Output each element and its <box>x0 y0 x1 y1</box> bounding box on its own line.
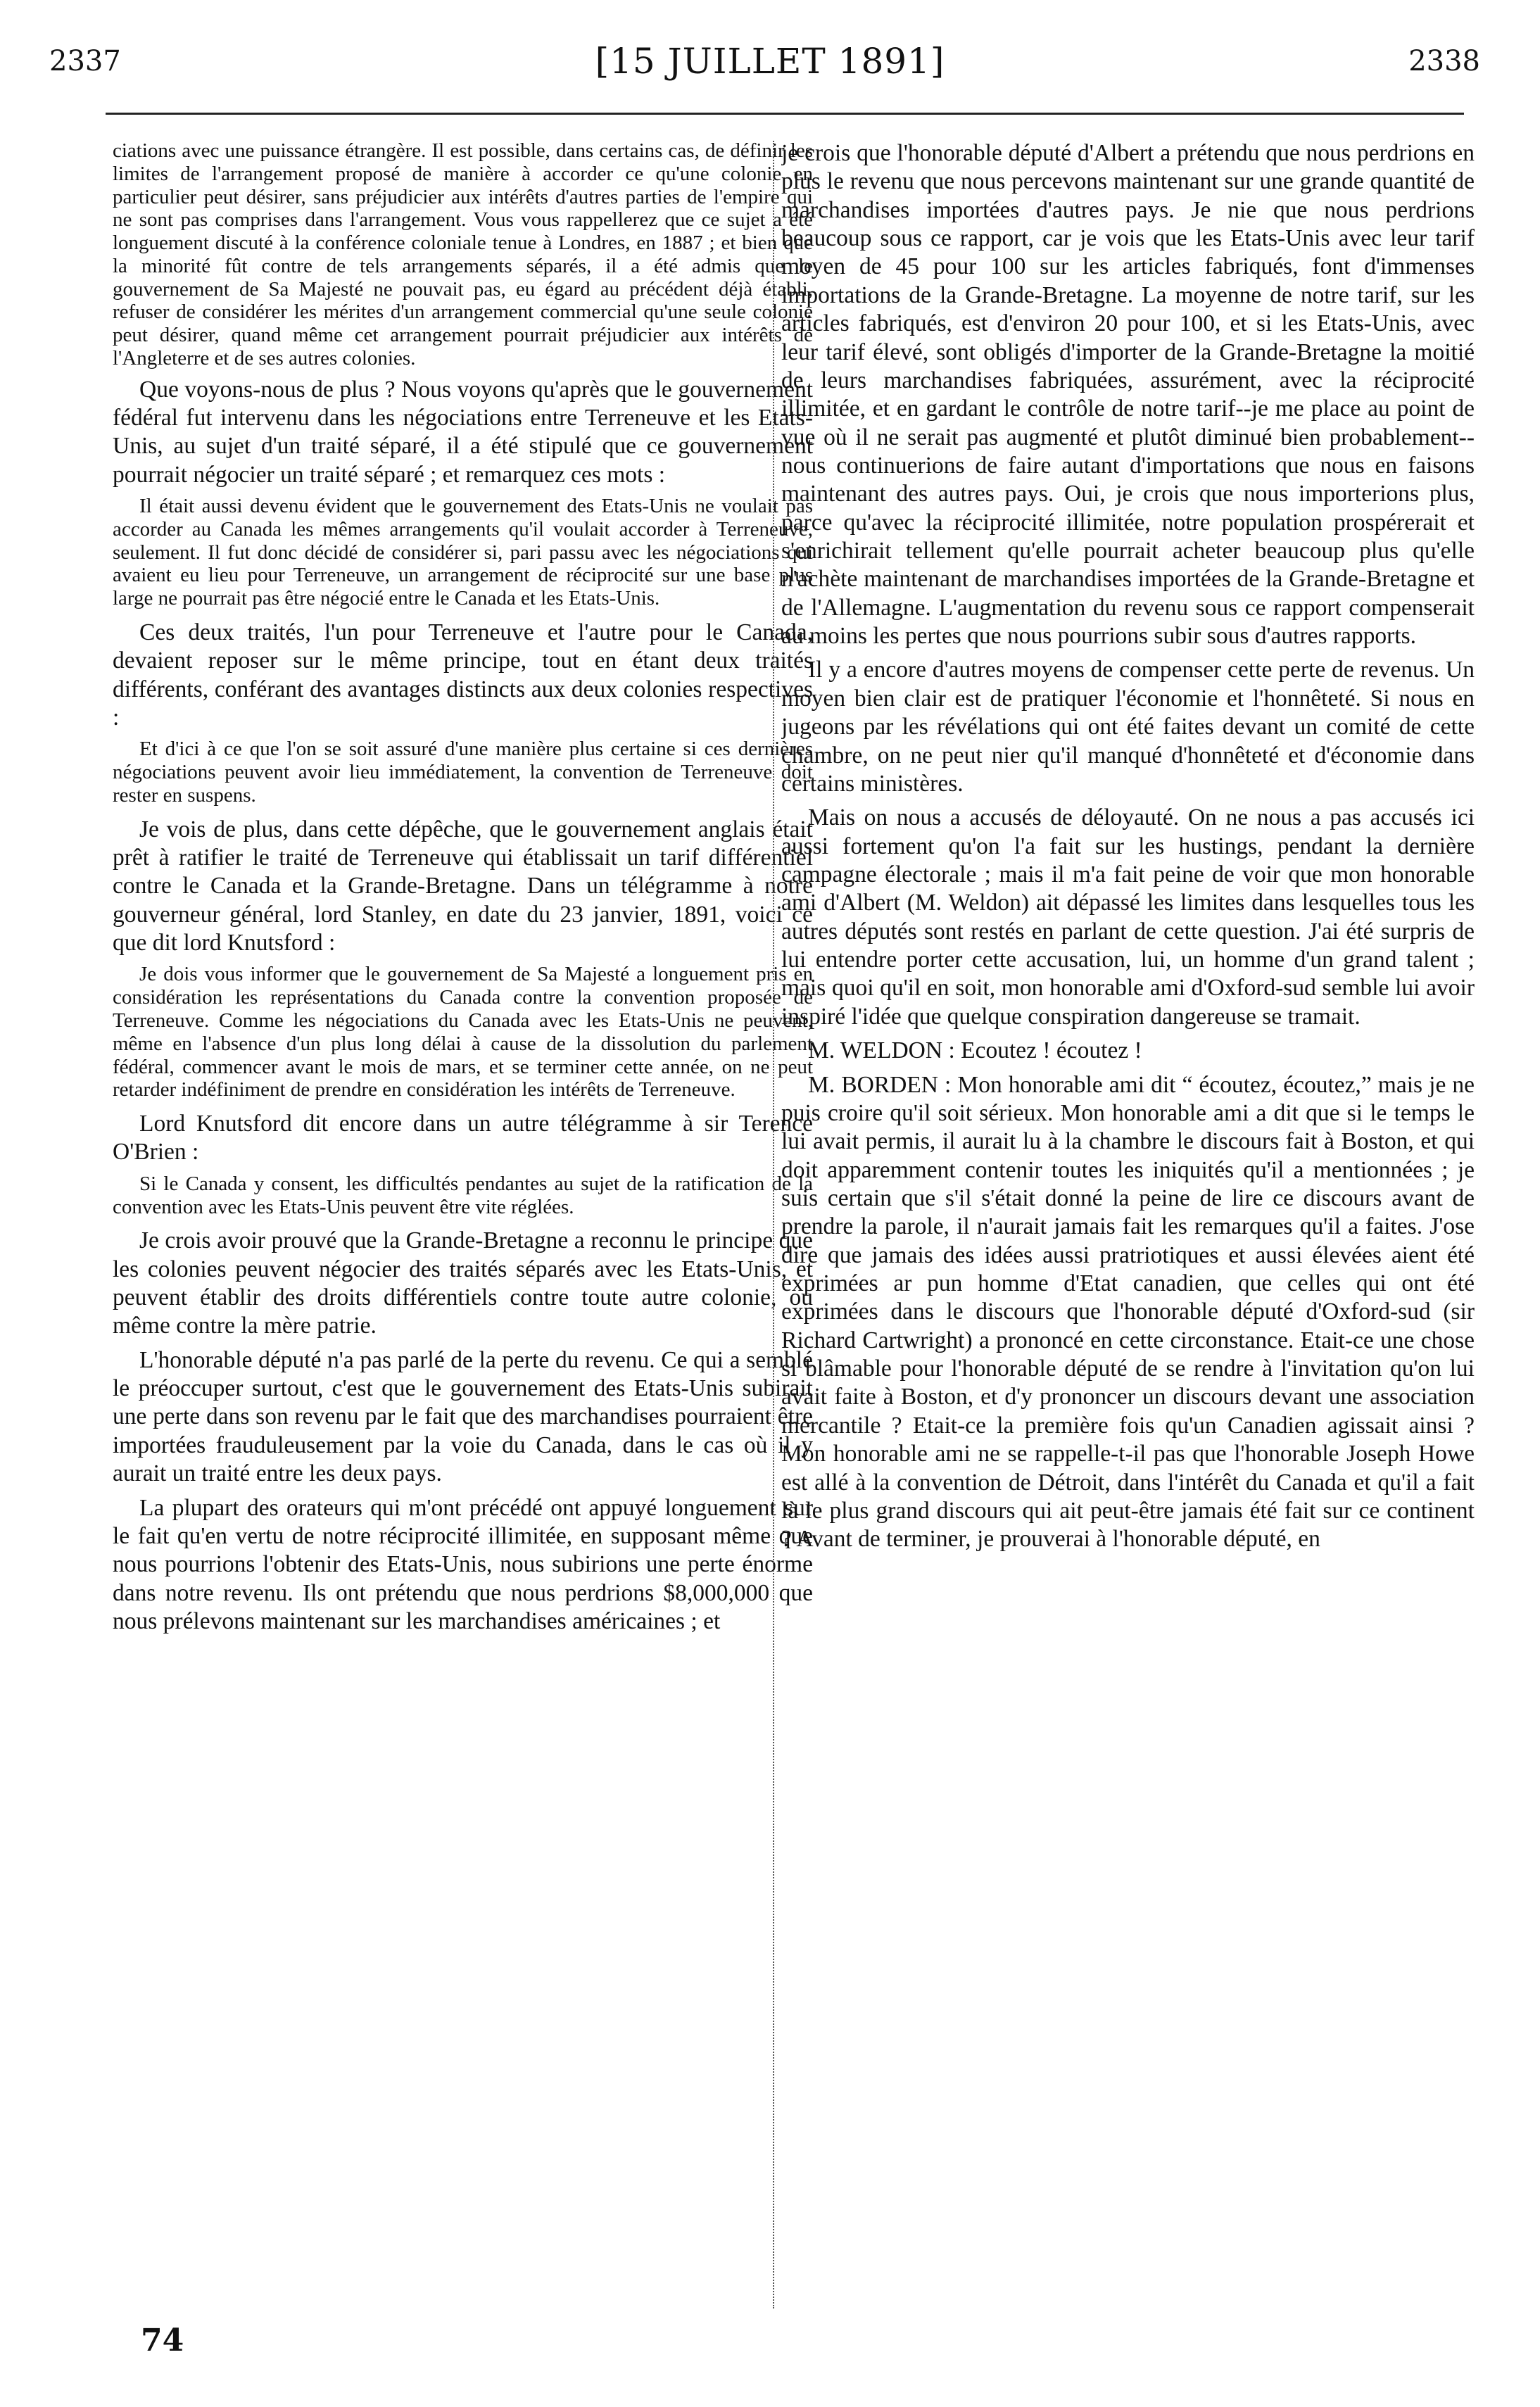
paragraph: ciations avec une puissance étrangère. Il est possible, dans certains cas, de définir les limites de l'arrangement proposé de manière à accorder ce qu'une colonie en particulier peut désirer, sans préjudicier aux intérêts d'autres parties de l'empire qui ne sont pas comprises dans l'arrangement. Vous vous rappellerez que ce sujet a été longuement discuté à la conférence coloniale tenue à Londres, en 1887 ; et bien que la minorité fût contre de tels arrangements séparés, il a été admis que le gouvernement de Sa Majesté ne pouvait pas, eu égard au précédent déjà établi, refuser de considérer les mérites d'un arrangement commercial qu'une seule colonie peut désirer, quand même cet arrangement pourrait préjudicier aux intérêts de l'Angleterre et de ses autres colonies. <box>113 139 813 369</box>
right-column <box>781 139 1475 2314</box>
quotation: Et d'ici à ce que l'on se soit assuré d'une manière plus certaine si ces dernières négociations peuvent avoir lieu immédiatement, la convention de Terreneuve doit rester en suspens. <box>113 738 813 807</box>
paragraph: Lord Knutsford dit encore dans un autre télégramme à sir Terence O'Brien : <box>113 1111 813 1165</box>
speech-weldon <box>781 1037 1475 1065</box>
speaker-name: M. WELDON <box>808 1037 943 1064</box>
left-column <box>113 139 813 2314</box>
page-title: [15 JUILLET 1891] <box>595 41 945 82</box>
quotation: Je dois vous informer que le gouvernement de Sa Majesté a longuement pris en considération les représentations du Canada contre la convention proposée de Terreneuve. Comme les négociations du Canada avec les Etats-Unis ne peuvent, même en l'absence d'un plus long délai à cause de la dissolution du parlement fédéral, commencer avant le mois de mars, et se terminer cette année, on ne peut retarder indéfiniment de prendre en considération les intérêts de Terreneuve. <box>113 963 813 1101</box>
page-footer-number: 74 <box>141 2323 184 2358</box>
page-number-right: 2338 <box>1408 45 1480 77</box>
speech-borden <box>781 1071 1475 1554</box>
paragraph: Je crois avoir prouvé que la Grande-Bretagne a reconnu le principe que les colonies peuvent négocier des traités séparés avec les Etats-Unis, et peuvent établir des droits différentiels contre toute autre colonie, ou même contre la mère patrie. <box>113 1227 813 1339</box>
paragraph: Il y a encore d'autres moyens de compenser cette perte de revenus. Un moyen bien clair est de pratiquer l'économie et l'honnêteté. Si nous en jugeons par les révélations qui ont été faites devant un comité de cette chambre, on ne peut nier qu'il manqué d'honnêteté et d'économie dans certains ministères. <box>781 657 1475 797</box>
paragraph: Je vois de plus, dans cette dépêche, que le gouvernement anglais était prêt à ratifier le traité de Terreneuve qui établissait un tarif différentiel contre le Canada et la Grande-Bretagne. Dans un télégramme à notre gouverneur général, lord Stanley, en date du 23 janvier, 1891, voici ce que dit lord Knutsford : <box>113 816 813 956</box>
speaker-name: M. BORDEN <box>808 1071 938 1098</box>
quotation: Si le Canada y consent, les difficultés pendantes au sujet de la ratification de la convention avec les Etats-Unis peuvent être vite réglées. <box>113 1172 813 1218</box>
paragraph: Ces deux traités, l'un pour Terreneuve et l'autre pour le Canada, devaient reposer sur le même principe, tout en étant deux traités différents, conférant des avantages distincts aux deux colonies respectives : <box>113 619 813 731</box>
page-number-left: 2337 <box>49 45 121 77</box>
paragraph: L'honorable député n'a pas parlé de la perte du revenu. Ce qui a semblé le préoccuper surtout, c'est que le gouvernement des Etats-Unis subirait une perte dans son revenu par le fait que des marchandises pourraient être importées frauduleusement par la voie du Canada, dans le cas où il y aurait un traité entre les deux pays. <box>113 1346 813 1487</box>
paragraph: je crois que l'honorable député d'Albert a prétendu que nous perdrions en plus le revenu que nous percevons maintenant sur une grande quantité de marchandises importées d'autres pays. Je nie que nous perdrions beaucoup sous ce rapport, car je vois que les Etats-Unis avec leur tarif moyen de 45 pour 100 sur les articles fabriqués, font d'immenses importations de la Grande-Bretagne. La moyenne de notre tarif, sur les articles fabriqués, est d'environ 20 pour 100, et si les Etats-Unis, avec leur tarif élevé, sont obligés d'importer de la Grande-Bretagne la moitié de leurs marchandises fabriquées, assurément, avec la réciprocité illimitée, et en gardant le contrôle de notre tarif--je me place au point de vue où il ne serait pas augmenté et plutôt diminué bien probablement--nous continuerions de faire autant d'importations que nous en faisons maintenant des autres pays. Oui, je crois que nous importerions plus, parce qu'avec la réciprocité illimitée, notre population prospérerait et s'enrichirait tellement qu'elle pourrait acheter beaucoup plus qu'elle n'achète maintenant de marchandises importées de la Grande-Bretagne et de l'Allemagne. L'augmentation du revenu sous ce rapport compenserait au moins les pertes que nous pourrions subir sous d'autres rapports. <box>781 140 1475 650</box>
paragraph: La plupart des orateurs qui m'ont précédé ont appuyé longuement sur le fait qu'en vertu de notre réciprocité illimitée, en supposant même que nous pourrions l'obtenir des Etats-Unis, nous subirions une perte énorme dans notre revenu. Ils ont prétendu que nous perdrions $8,000,000 que nous prélevons maintenant sur les marchandises américaines ; et <box>113 1494 813 1634</box>
speech-text: : Ecoutez ! écoutez ! <box>948 1037 1142 1064</box>
paragraph: Que voyons-nous de plus ? Nous voyons qu'après que le gouvernement fédéral fut intervenu dans les négociations entre Terreneuve et les Etats-Unis, au sujet d'un traité séparé, il a été stipulé que ce gouvernement pourrait négocier un traité séparé ; et remarquez ces mots : <box>113 376 813 488</box>
speech-text: : Mon honorable ami dit “ écoutez, écoutez,” mais je ne puis croire qu'il soit sérieux. Mon honorable ami a dit que si le temps le lui avait permis, il aurait lu à la chambre le discours fait à Boston, et qui doit apparemment contenir toutes les iniquités qu'il a mentionnées ; je suis certain que s'il s'était donné la peine de lire ce discours avant de prendre la parole, il n'aurait jamais fait les remarques qu'il a faites. J'ose dire que jamais des idées aussi pratriotiques et aussi élevées aient été exprimées ar pun homme d'Etat canadien, que celles qui ont été exprimées dans le discours que l'honorable député d'Oxford-sud (sir Richard Cartwright) a prononcé en cette circonstance. Etait-ce une chose si blâmable pour l'honorable député de se rendre à l'invitation qu'on lui avait faite à Boston, et d'y prononcer un discours devant une association mercantile ? Etait-ce la première fois qu'un Canadien agissait ainsi ? Mon honorable ami ne se rappelle-t-il pas que l'honorable Joseph Howe est allé à la convention de Détroit, dans l'intérêt du Canada et qu'il a fait là le plus grand discours qui ait peut-être jamais été fait sur ce continent ? Avant de terminer, je prouverai à l'honorable député, en <box>781 1071 1475 1553</box>
quotation: Il était aussi devenu évident que le gouvernement des Etats-Unis ne voulait pas accorder au Canada les mêmes arrangements qu'il voulait accorder à Terreneuve, seulement. Il fut donc décidé de considérer si, pari passu avec les négociations qui avaient eu lieu pour Terreneuve, un arrangement de réciprocité sur une base plus large ne pourrait pas être négocié entre le Canada et les Etats-Unis. <box>113 495 813 610</box>
page-header <box>0 41 1540 90</box>
column-divider <box>773 141 774 2308</box>
paragraph: Mais on nous a accusés de déloyauté. On ne nous a pas accusés ici aussi fortement qu'on l'a fait sur les hustings, pendant la dernière campagne électorale ; mais il m'a fait peine de voir que mon honorable ami d'Albert (M. Weldon) ait dépassé les limites dans lesquelles tous les autres députés sont restés en parlant de cette question. J'ai été surpris de lui entendre porter cette accusation, lui, un homme d'un grand talent ; mais quoi qu'il en soit, mon honorable ami d'Oxford-sud semble lui avoir inspiré l'idée que quelque conspiration dangereuse se tramait. <box>781 804 1475 1030</box>
header-rule <box>106 113 1464 115</box>
